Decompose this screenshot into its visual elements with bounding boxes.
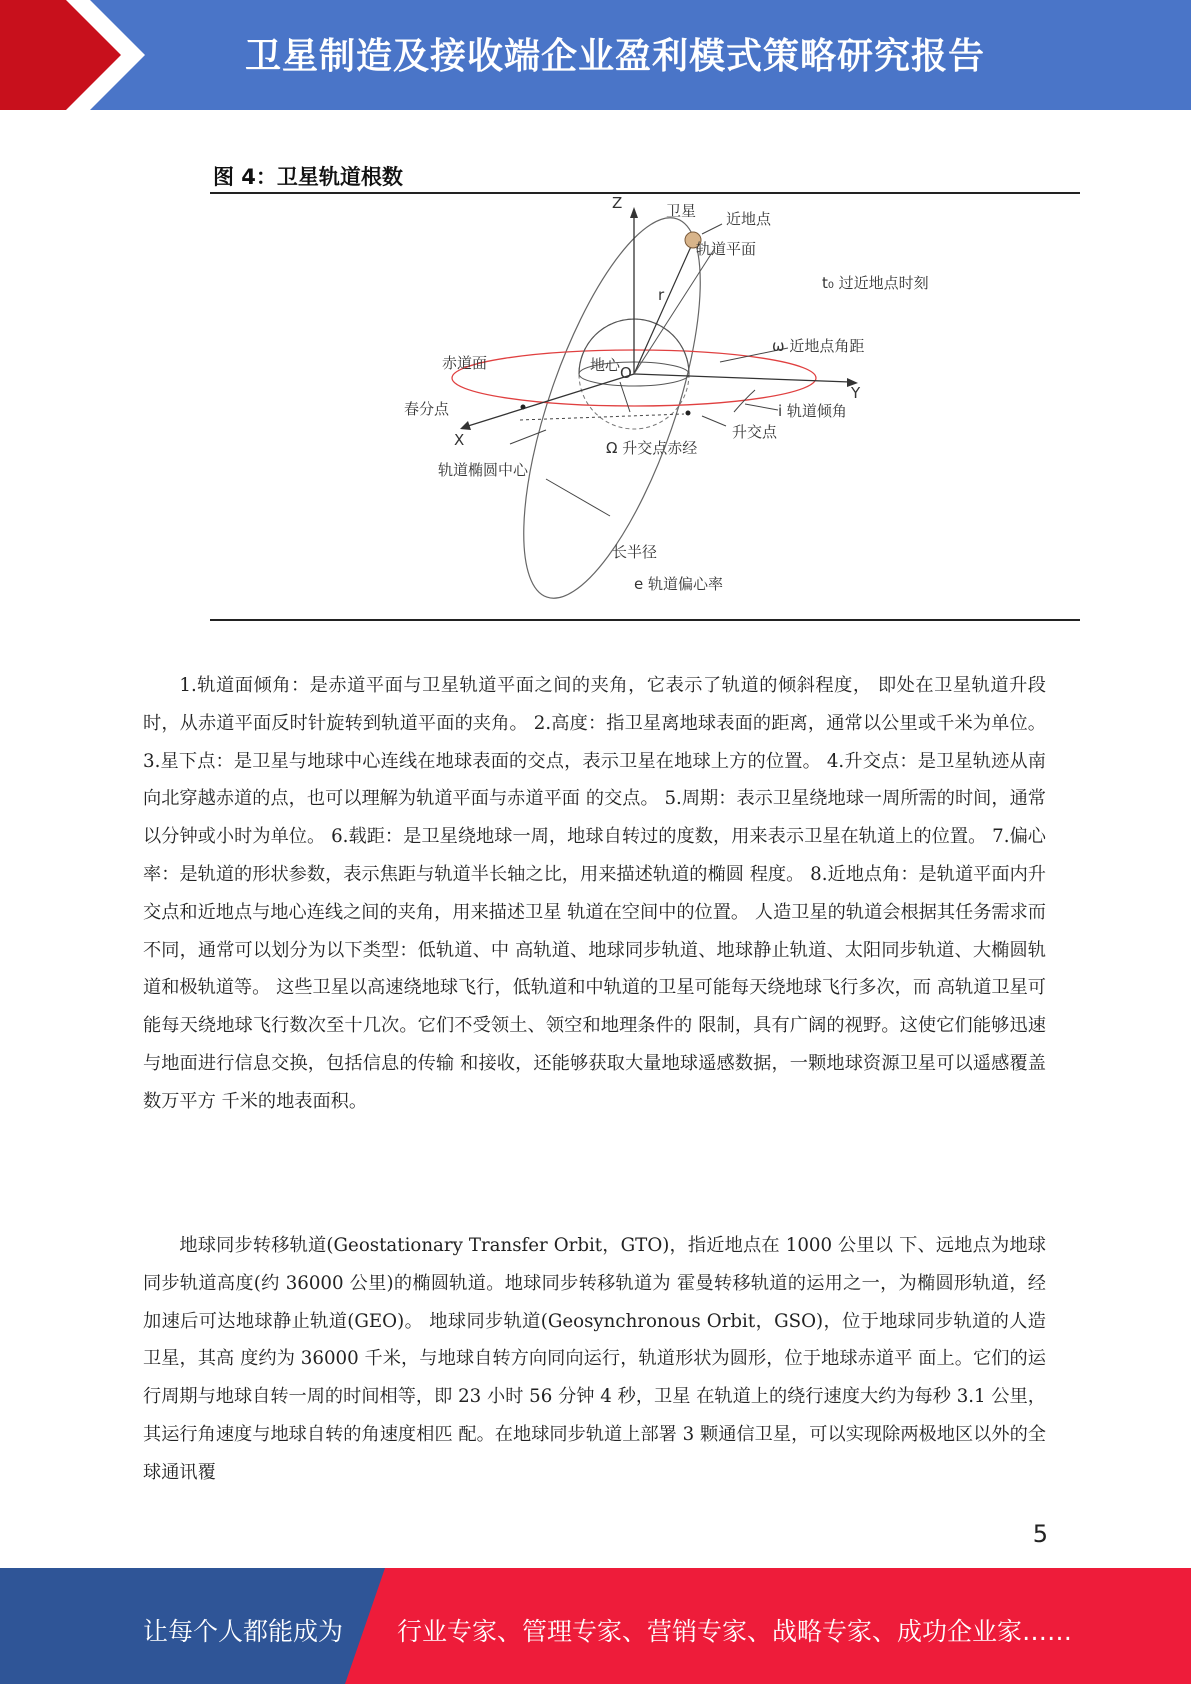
label-raan: Ω 升交点赤经 [606,439,698,457]
x-axis-arrow [460,421,471,430]
x-axis-line [468,374,634,426]
label-eccentricity: e 轨道偏心率 [634,575,723,593]
label-o: O [620,364,632,382]
body-paragraph-1: 1.轨道面倾角：是赤道平面与卫星轨道平面之间的夹角，它表示了轨道的倾斜程度， 即处在卫星轨道升段时，从赤道平面反时针旋转到轨道平面的夹角。 2.高度：指卫星离地球表面的距离，通常以公里或千米为单位。 3.星下点：是卫星与地球中心连线在地球表面的交点，表示卫星在地球上方的位置。 4.升交点：是卫星轨迹从南向北穿越赤道的点，也可以理解为轨道平面与赤道平面 的交点。 5.周期：表示卫星绕地球一周所需的时间，通常以分钟或小时为单位。 6.载距：是卫星绕地球一周，地球自转过的度数，用来表示卫星在轨道上的位置。 7.偏心率：是轨道的形状参数，表示焦距与轨道半长轴之比，用来描述轨道的椭圆 程度。 8.近地点角：是轨道平面内升交点和近地点与地心连线之间的夹角，用来描述卫星 轨道在空间中的位置。 人造卫星的轨道会根据其任务需求而不同，通常可以划分为以下类型：低轨道、中 高轨道、地球同步轨道、地球静止轨道、太阳同步轨道、大椭圆轨道和极轨道等。 这些卫星以高速绕地球飞行，低轨道和中轨道的卫星可能每天绕地球飞行多次，而 高轨道卫星可能每天绕地球飞行数次至十几次。它们不受领土、领空和地理条件的 限制，具有广阔的视野。这使它们能够迅速与地面进行信息交换，包括信息的传输 和接收，还能够获取大量地球遥感数据，一颗地球资源卫星可以遥感覆盖数万平方 千米的地表面积。 [143,675,1046,1112]
z-axis-arrow [630,207,638,218]
label-ellipse-center: 轨道椭圆中心 [438,461,529,479]
page-header [0,0,1191,110]
raan-leader [620,382,630,412]
figure-title: 图 4：卫星轨道根数 [213,165,403,189]
orbit-diagram [210,194,1080,619]
label-perigee: 近地点 [726,210,772,228]
radius-line [634,242,693,374]
label-perigee-time: t₀ 过近地点时刻 [822,274,929,292]
label-z: Z [612,194,623,212]
label-semi-major: 长半径 [612,543,658,561]
footer-slogan-left: 让每个人都能成为 [143,1617,344,1646]
center-leader [510,430,546,444]
label-vernal: 春分点 [404,400,450,418]
label-ascending-node: 升交点 [732,423,778,441]
label-satellite: 卫星 [666,202,697,220]
node-leader [702,416,726,426]
figure-bottom-rule [210,619,1080,621]
label-y: Y [851,384,861,402]
perigee-leader [702,224,722,234]
semimajor-leader [546,479,610,516]
label-inclination: i 轨道倾角 [778,402,847,420]
footer-slogan-right: 行业专家、管理专家、营销专家、战略专家、成功企业家…… [397,1617,1073,1646]
node-point [686,411,691,416]
report-title: 卫星制造及接收端企业盈利模式策略研究报告 [245,36,986,77]
header-red-arrow [0,0,160,110]
perigee-line [634,248,715,374]
vernal-point [521,405,526,410]
label-r: r [658,286,665,304]
label-equator: 赤道面 [442,354,488,372]
incl-leader [745,404,778,410]
page-number: 5 [1032,1520,1048,1548]
label-x: X [454,431,465,449]
label-arg-perigee: ω 近地点角距 [772,337,865,355]
label-earth-center: 地心 [590,356,621,374]
body-paragraph-2: 地球同步转移轨道(Geostationary Transfer Orbit，GTO)，指近地点在 1000 公里以 下、远地点为地球同步轨道高度(约 36000 公里)的椭圆轨道。地球同步转移轨道为 霍曼转移轨道的运用之一，为椭圆形轨道，经加速后可达地球静止轨道(GEO)。 地球同步轨道(Geosynchronous Orbit，GSO)，位于地球同步轨道的人造卫星，其高 度约为 36000 千米，与地球自转方向同向运行，轨道形状为圆形，位于地球赤道平 面上。它们的运行周期与地球自转一周的时间相等，即 23 小时 56 分钟 4 秒，卫星 在轨道上的绕行速度大约为每秒 3.1 公里，其运行角速度与地球自转的角速度相匹 配。在地球同步轨道上部署 3 颗通信卫星，可以实现除两极地区以外的全球通讯覆 [143,1235,1046,1483]
label-orbit-plane: 轨道平面 [696,240,757,258]
y-axis-line [634,374,850,382]
